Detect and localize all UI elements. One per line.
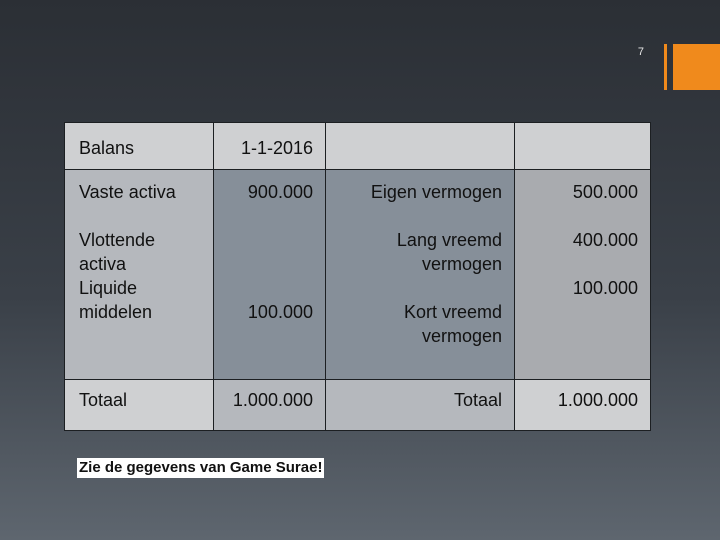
total-label-left: Totaal	[65, 380, 214, 431]
table-row-header	[65, 123, 651, 170]
spacer	[214, 204, 313, 228]
value-lang-vreemd: 400.000	[572, 230, 638, 250]
header-date: 1-1-2016	[214, 123, 326, 170]
label-kort-vreemd-2: vermogen	[421, 326, 502, 346]
balance-sheet-table	[64, 122, 651, 431]
label-vlottende-activa-2: activa	[79, 254, 127, 274]
value-eigen-vermogen: 500.000	[572, 182, 638, 202]
header-balans: Balans	[65, 123, 214, 170]
header-empty-2	[515, 123, 651, 170]
value-kort-vreemd: 100.000	[572, 278, 638, 298]
label-eigen-vermogen: Eigen vermogen	[370, 182, 502, 202]
accent-bar-thick	[673, 44, 720, 90]
slide-number: 7	[637, 46, 644, 58]
label-vaste-activa: Vaste activa	[79, 182, 176, 202]
spacer	[214, 228, 313, 252]
label-liquide-1: Liquide	[79, 278, 138, 298]
table-row-body	[65, 170, 651, 380]
debit-labels	[65, 170, 214, 380]
value-liquide-middelen: 100.000	[247, 302, 313, 322]
spacer	[214, 276, 313, 300]
debit-values	[214, 170, 326, 380]
spacer	[515, 252, 638, 276]
accent-bar-thin	[664, 44, 667, 90]
total-value-left: 1.000.000	[214, 380, 326, 431]
label-kort-vreemd-1: Kort vreemd	[403, 302, 502, 322]
header-empty-1	[326, 123, 515, 170]
total-value-right: 1.000.000	[515, 380, 651, 431]
spacer	[214, 252, 313, 276]
label-vlottende-activa-1: Vlottende	[79, 230, 156, 250]
label-liquide-2: middelen	[79, 302, 153, 322]
footer-note: Zie de gegevens van Game Surae!	[79, 459, 323, 476]
spacer	[515, 204, 638, 228]
spacer	[79, 204, 213, 228]
credit-values	[515, 170, 651, 380]
label-lang-vreemd-1: Lang vreemd	[396, 230, 502, 250]
spacer	[326, 204, 502, 228]
table-row-total	[65, 380, 651, 431]
value-vaste-activa: 900.000	[247, 182, 313, 202]
label-lang-vreemd-2: vermogen	[421, 254, 502, 274]
spacer	[326, 276, 502, 300]
total-label-right: Totaal	[326, 380, 515, 431]
credit-labels	[326, 170, 515, 380]
